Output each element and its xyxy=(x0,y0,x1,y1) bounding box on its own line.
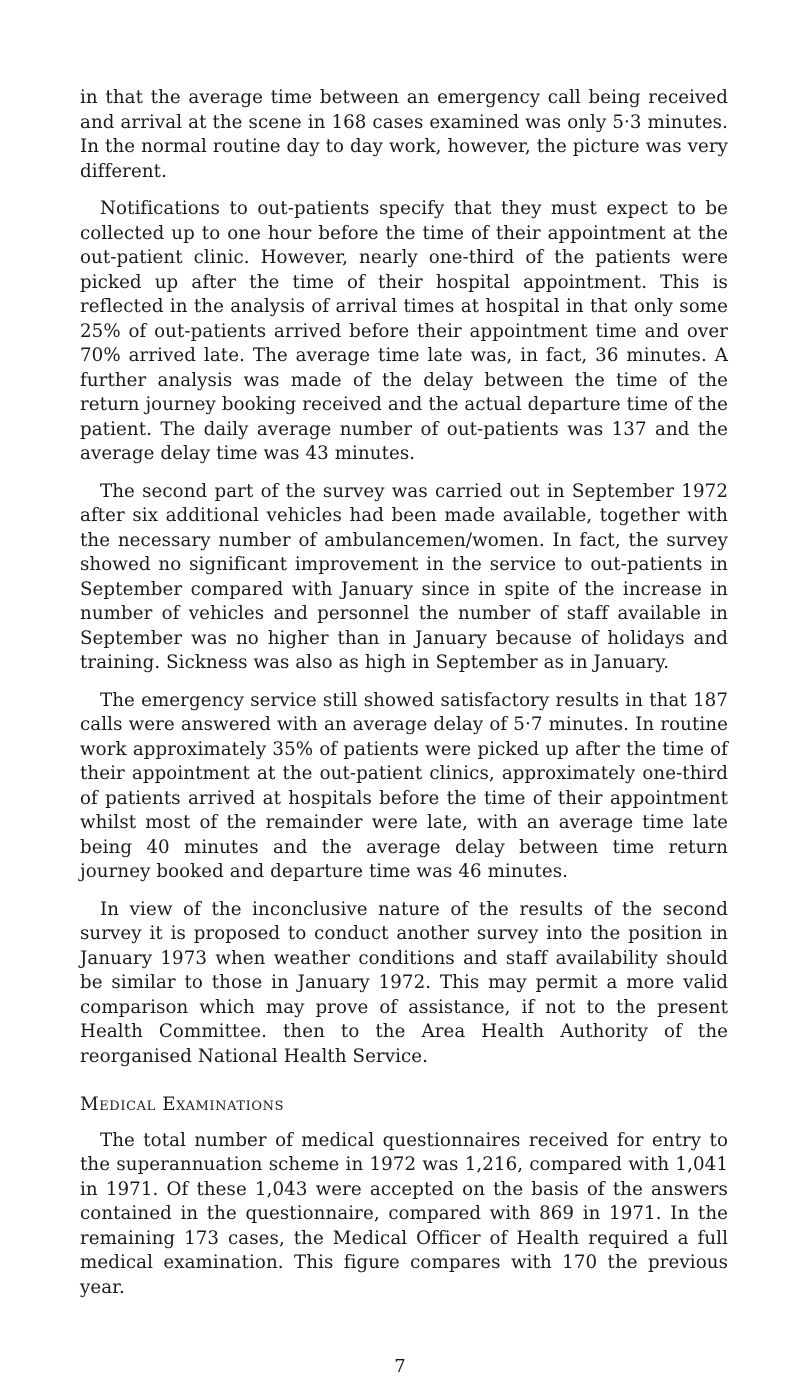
paragraph-proposed-survey: In view of the inconclusive nature of the results of the second survey it is proposed to conduct another survey into the position in January 1973 when weather conditions and staff availability should be similar to those in January 1972. This may permit a more valid comparison which may prove of assistance, if not to the present Health Committee. then to the Area Health Authority of the reorganised National Health Service. xyxy=(80,898,728,1067)
page-number: 7 xyxy=(394,1356,406,1377)
paragraph-medical-questionnaires: The total number of medical questionnaires received for entry to the superannuation scheme in 1972 was 1,216, compared with 1,041 in 1971. Of these 1,043 were accepted on the basis of the answers contained in the questionnaire, compared with 869 in 1971. In the remaining 173 cases, the Medical Officer of Health required a full medical examination. This figure compares with 170 the previous year. xyxy=(80,1129,728,1298)
paragraph-out-patient-notifications: Notifications to out-patients specify that they must expect to be collected up to one hour before the time of their appointment at the out-patient clinic. However, nearly one-third of the patients were picked up after the time of their hospital appointment. This is reflected in the analysis of arrival times at hospital in that only some 25% of out-patients arrived before their appointment time and over 70% arrived late. The average time late was, in fact, 36 minutes. A further analysis was made of the delay between the time of the return journey booking received and the actual departure time of the patient. The daily average number of out-patients was 137 and the average delay time was 43 minutes. xyxy=(80,198,728,464)
paragraph-second-survey: The second part of the survey was carried out in September 1972 after six additional vehicles had been made available, together with the necessary number of ambulancemen/women. In fact, the survey showed no significant improvement in the service to out-patients in September compared with January since in spite of the increase in number of vehicles and personnel the number of staff available in September was no higher than in January because of holidays and training. Sickness was also as high in September as in January. xyxy=(80,480,728,673)
document-page xyxy=(80,86,728,1313)
paragraph-continuation: in that the average time between an emergency call being received and arrival at the scene in 168 cases examined was only 5·3 minutes. In the normal routine day to day work, however, the picture was very different. xyxy=(80,87,728,182)
paragraph-emergency-service: The emergency service still showed satisfactory results in that 187 calls were answered with an average delay of 5·7 minutes. In routine work approximately 35% of patients were picked up after the time of their appointment at the out-patient clinics, approximately one-third of patients arrived at hospitals before the time of their appointment whilst most of the remainder were late, with an average time late being 40 minutes and the average delay between time return journey booked and departure time was 46 minutes. xyxy=(80,689,728,882)
section-heading-medical-examinations: Medical Examinations xyxy=(80,1094,285,1115)
